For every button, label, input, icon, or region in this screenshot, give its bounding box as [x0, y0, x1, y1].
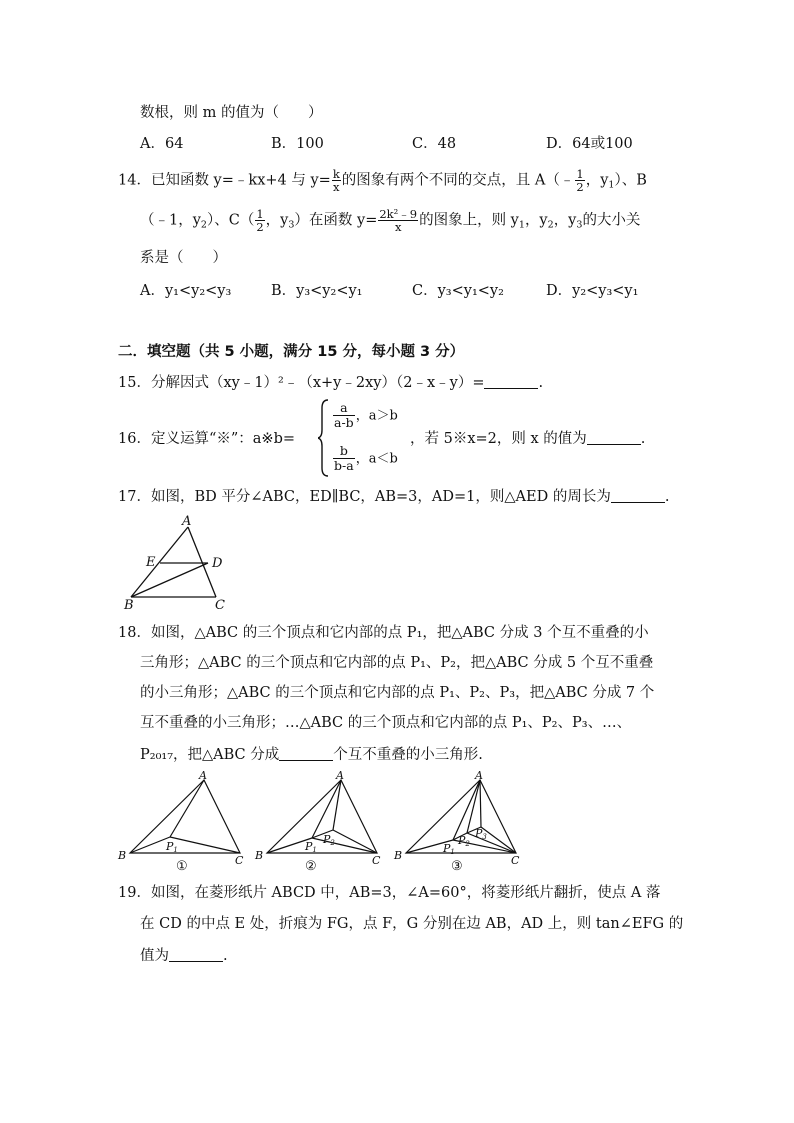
fig-label-3: ③ [451, 859, 463, 874]
q13-option-d: D．64或100 [546, 136, 633, 152]
q14-option-d: D．y₂<y₃<y₁ [546, 283, 639, 299]
q13-option-a: A．64 [140, 136, 184, 152]
svg-text:B: B [394, 849, 403, 862]
q17-figure [118, 513, 238, 613]
svg-text:C: C [511, 854, 520, 867]
section-2-title: 二．填空题（共 5 小题，满分 15 分，每小题 3 分） [118, 344, 465, 360]
q14-option-c: C．y₃<y₁<y₂ [412, 283, 504, 299]
q17: 17．如图，BD 平分∠ABC，ED∥BC，AB=3，AD=1，则△AED 的周长为 . [118, 489, 670, 505]
fig-label-1: ① [176, 859, 188, 874]
svg-text:B: B [255, 849, 264, 862]
left-brace [318, 398, 330, 478]
q19-line1: 19．如图，在菱形纸片 ABCD 中，AB=3，∠A=60°，将菱形纸片翻折，使点 A 落 [118, 885, 661, 901]
svg-text:P1: P1 [305, 840, 317, 854]
q14-line2: （﹣1，$y_2$）、C（ $\frac{1}{2}$ ，$y_3$）在函数 y= $\frac{\text{2k²﹣9}}{x}$ 的图象上，则 $y_1$，$y_2$，$y_3$的大小关 [140, 207, 641, 234]
svg-text:C: C [372, 854, 381, 867]
q18-line1: 18．如图，△ABC 的三个顶点和它内部的点 P₁，把△ABC 分成 3 个互不重叠的小 [118, 625, 649, 641]
q15: 15．分解因式（xy﹣1）²﹣（x+y﹣2xy）（2﹣x﹣y）= . [118, 375, 544, 391]
label-b: B [124, 598, 134, 613]
q16-prefix: 16．定义运算“※”：a※b= [118, 431, 296, 447]
q14-line3: 系是（ ） [140, 250, 227, 266]
svg-text:P3: P3 [475, 827, 487, 841]
answer-blank [587, 430, 641, 445]
q19-line2: 在 CD 的中点 E 处，折痕为 FG，点 F，G 分别在边 AB，AD 上，则 tan∠EFG 的 [140, 916, 684, 932]
svg-text:P2: P2 [458, 834, 470, 848]
fraction-2k2-9-over-x: $\frac{\text{2k²﹣9}}{x}$ [379, 207, 418, 234]
svg-text:P1: P1 [166, 840, 178, 854]
label-a: A [182, 514, 192, 529]
svg-text:P1: P1 [443, 842, 455, 856]
svg-text:C: C [235, 854, 244, 867]
q18-line2: 三角形；△ABC 的三个顶点和它内部的点 P₁、P₂，把△ABC 分成 5 个互不重叠 [140, 655, 654, 671]
q16-case2: $\frac{b}{b-a}$ ，a＜b [334, 443, 398, 473]
label-c: C [215, 598, 225, 613]
q18-line4: 互不重叠的小三角形；…△ABC 的三个顶点和它内部的点 P₁、P₂、P₃、…、 [140, 715, 632, 731]
q14-number: 14． [118, 172, 151, 189]
q13-stem: 数根，则 m 的值为（ ） [140, 105, 323, 121]
q14-option-b: B．y₃<y₂<y₁ [271, 283, 363, 299]
svg-text:A: A [475, 770, 483, 782]
q14-option-a: A．y₁<y₂<y₃ [140, 283, 232, 299]
q18-line3: 的小三角形；△ABC 的三个顶点和它内部的点 P₁、P₂、P₃，把△ABC 分成 7 个 [140, 685, 655, 701]
fig-label-2: ② [305, 859, 317, 874]
fraction-one-half-2: $\frac{1}{2}$ [256, 207, 264, 234]
q13-option-b: B．100 [271, 136, 324, 152]
label-e: E [146, 555, 156, 570]
q13-option-c: C．48 [412, 136, 457, 152]
label-d: D [212, 556, 223, 571]
q18-line5: P₂₀₁₇，把△ABC 分成 个互不重叠的小三角形. [140, 747, 483, 763]
answer-blank [279, 746, 333, 761]
q16-suffix: ，若 5※x=2，则 x 的值为 . [410, 431, 646, 447]
q18-figures [115, 770, 535, 875]
q19-line3: 值为 . [140, 948, 228, 964]
fraction-one-half: $\frac{1}{2}$ [576, 167, 584, 194]
svg-text:B: B [118, 849, 127, 862]
svg-text:P2: P2 [323, 833, 335, 847]
q14-line1: 14．已知函数 y=﹣kx+4 与 y= $\frac{k}{x}$ 的图象有两个不同的交点，且 A（﹣ $\frac{1}{2}$ ，$y_1$）、B [118, 167, 647, 194]
q16-case1: $\frac{a}{a-b}$ ，a＞b [334, 400, 398, 430]
svg-text:A: A [199, 770, 207, 782]
answer-blank [484, 374, 538, 389]
answer-blank [169, 947, 223, 962]
svg-text:A: A [336, 770, 344, 782]
fraction-k-over-x: $\frac{k}{x}$ [332, 167, 340, 194]
answer-blank [611, 488, 665, 503]
